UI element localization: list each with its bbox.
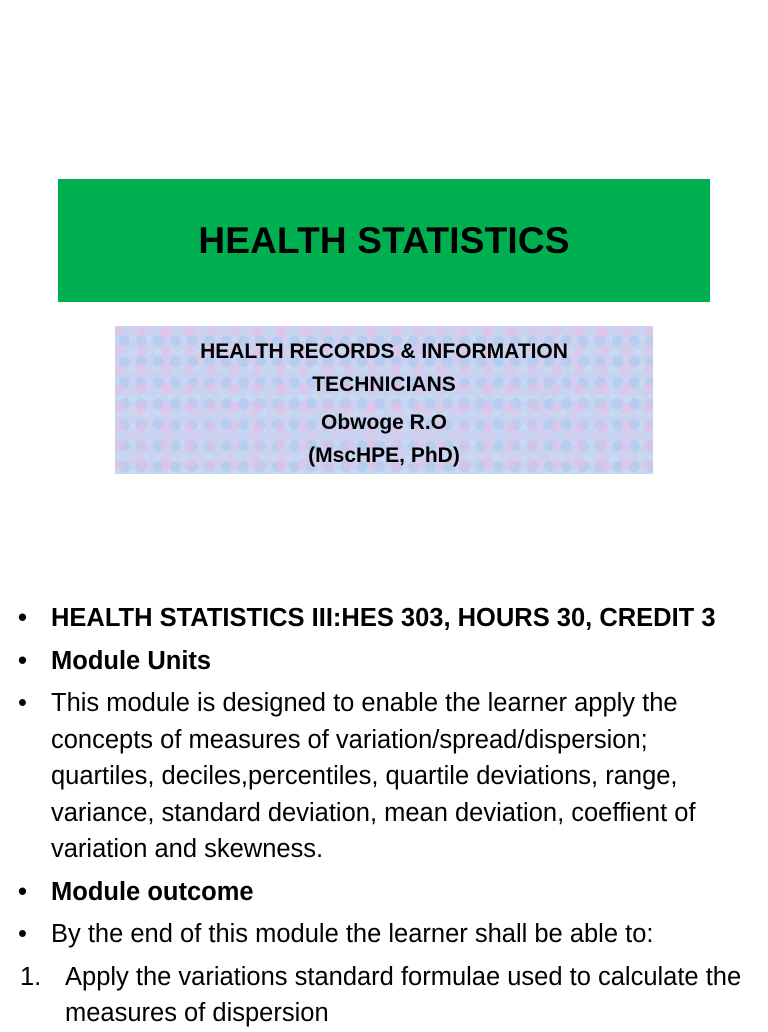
item-number: 1.	[20, 962, 42, 991]
bullet-icon: •	[18, 920, 27, 948]
bullet-text: HEALTH STATISTICS III:HES 303, HOURS 30, CREDIT 3	[51, 604, 716, 632]
subtitle-line-2: TECHNICIANS	[312, 373, 456, 396]
subtitle-box	[115, 326, 653, 474]
page-title: HEALTH STATISTICS	[198, 219, 570, 261]
bullet-course-code	[18, 600, 748, 637]
title-banner	[58, 179, 710, 302]
subtitle-line-1: HEALTH RECORDS & INFORMATION	[200, 340, 568, 363]
author-credentials: (MscHPE, PhD)	[308, 444, 460, 467]
bullet-icon: •	[18, 877, 27, 906]
bullet-outcome-intro	[18, 916, 748, 953]
bullet-module-units	[18, 643, 748, 680]
bullet-module-outcome	[18, 874, 748, 911]
bullet-text: Module outcome	[51, 877, 254, 906]
bullet-icon: •	[18, 689, 27, 717]
bullet-text: Module Units	[51, 646, 212, 675]
numbered-item-text: Apply the variations standard formulae used to calculate the measures of dispersion	[65, 962, 742, 1027]
bullet-icon: •	[18, 646, 27, 675]
slide-content	[18, 600, 748, 1032]
author-name: Obwoge R.O	[321, 411, 447, 434]
bullet-text: This module is designed to enable the learner apply the concepts of measures of variation/spread/dispersion; quartiles, deciles,percentiles, quartile deviations, range, variance, standard deviation, mean deviation, coeffient of variation and skewness.	[51, 689, 696, 863]
bullet-icon: •	[18, 604, 27, 632]
bullet-text: By the end of this module the learner shall be able to:	[51, 920, 654, 948]
numbered-item-1	[18, 959, 748, 1032]
bullet-module-description	[18, 685, 748, 868]
